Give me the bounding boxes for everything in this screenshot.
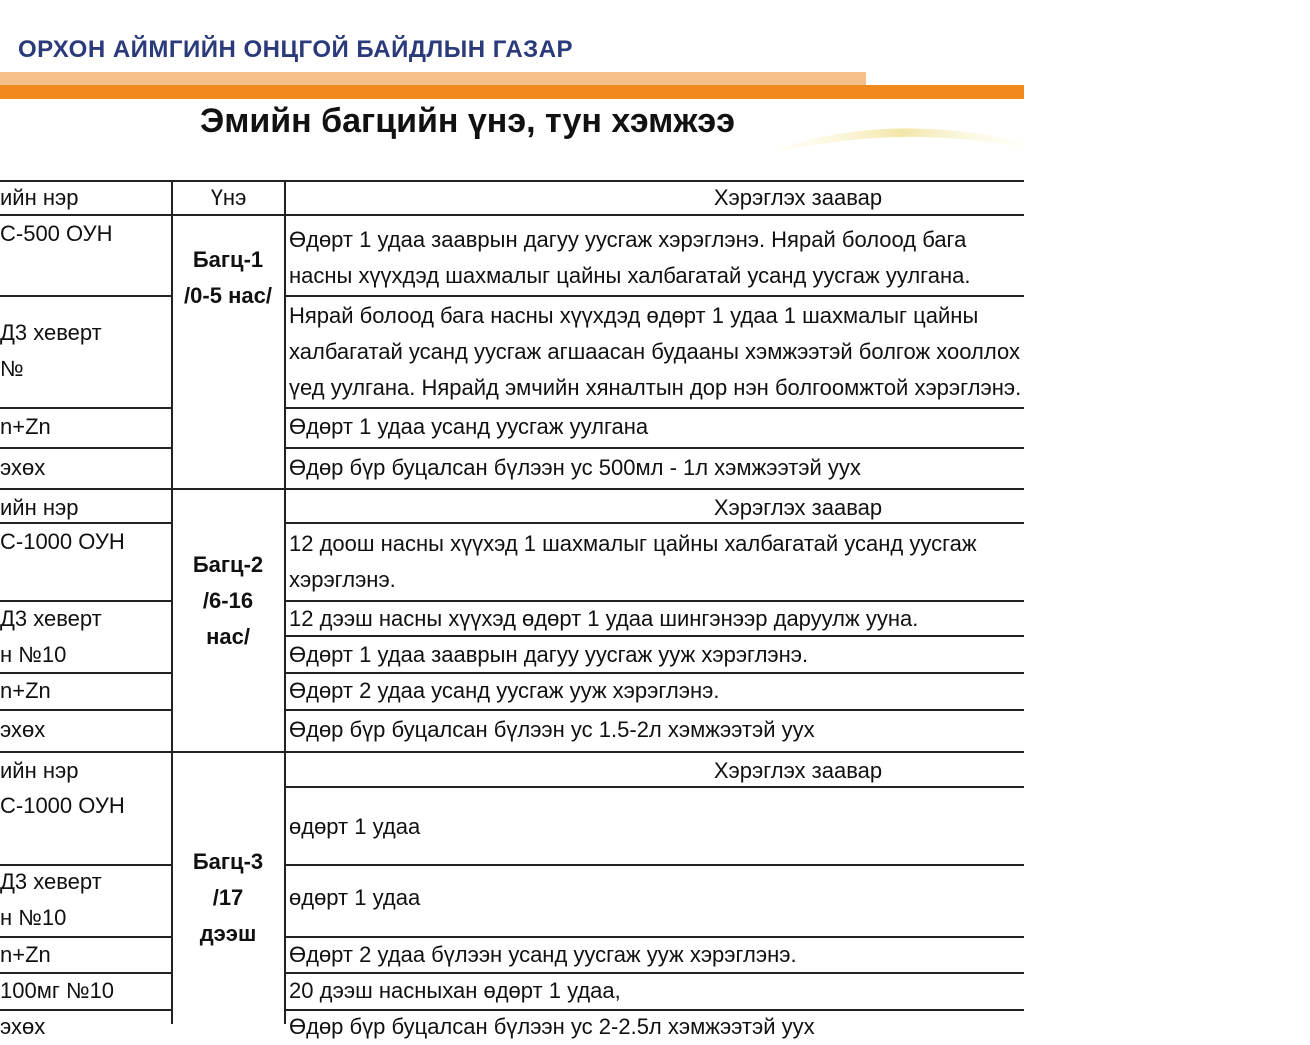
drug-name: С-1000 ОУН (0, 793, 125, 818)
group-header-instructions: Хэрэглэх заавар (713, 495, 883, 520)
header-bar-pale (0, 72, 866, 85)
instruction: Өдөр бүр буцалсан бүлээн ус 2-2.5л хэмжээтэй уух (289, 1014, 815, 1039)
instruction: Өдөрт 1 удаа усанд уусгаж уулгана (289, 414, 649, 439)
drug-name: С-1000 ОУН (0, 529, 125, 554)
drug-name: эхөх (0, 1014, 46, 1039)
package-label: Багц-1 /0-5 нас/ (184, 247, 272, 308)
instruction: 12 дээш насны хүүхэд өдөрт 1 удаа шингэнээр даруулж ууна. (289, 606, 919, 631)
instruction: 12 доош насны хүүхэд 1 шахмалыг цайны халбагатай усанд уусгаж хэрэглэнэ. (289, 531, 977, 592)
row-divider (284, 447, 1024, 449)
row-divider (284, 864, 1024, 866)
page-title: Эмийн багцийн үнэ, тун хэмжээ (200, 102, 735, 140)
drug-name: эхөх (0, 717, 46, 742)
group-header-name: ийн нэр (0, 495, 79, 520)
instruction: Өдөрт 2 удаа бүлээн усанд уусгаж ууж хэрэглэнэ. (289, 942, 797, 967)
drug-name: n+Zn (0, 942, 51, 967)
org-name: ОРХОН АЙМГИЙН ОНЦГОЙ БАЙДЛЫН ГАЗАР (18, 36, 574, 63)
instruction: өдөрт 1 удаа (289, 814, 421, 839)
drug-name: n+Zn (0, 678, 51, 703)
drug-name: Д3 хеверт н №10 (0, 869, 102, 930)
row-divider (0, 295, 172, 297)
package-label: Багц-3 /17 дээш (192, 849, 264, 946)
instruction: Өдөрт 1 удаа зааврын дагуу уусгаж ууж хэрэглэнэ. (289, 642, 809, 667)
row-divider (0, 709, 172, 711)
header-bar-orange (0, 85, 1024, 99)
row-divider (284, 709, 1024, 711)
column-header-instructions: Хэрэглэх заавар (713, 185, 883, 210)
instruction: Өдөрт 2 удаа усанд уусгаж ууж хэрэглэнэ. (289, 678, 720, 703)
instruction: Өдөр бүр буцалсан бүлээн ус 1.5-2л хэмжээтэй уух (289, 717, 815, 742)
instruction: Өдөр бүр буцалсан бүлээн ус 500мл - 1л хэмжээтэй уух (289, 455, 861, 480)
drug-name: С-500 ОУН (0, 221, 113, 246)
column-header-price: Үнэ (210, 185, 247, 210)
instruction: Нярай болоод бага насны хүүхдэд өдөрт 1 удаа 1 шахмалыг цайны халбагатай усанд уусгаж агшаасан будааны хэмжээтэй болгож хооллох үед уулгана. Нярайд эмчийн хяналтын дор нэн болгоомжтой хэрэглэнэ. (289, 303, 1022, 400)
drug-name: Д3 хеверт № (0, 320, 102, 381)
instruction: өдөрт 1 удаа (289, 885, 421, 910)
decorative-swoosh (780, 118, 1024, 152)
medicine-table (0, 180, 1024, 1039)
column-divider (284, 180, 286, 1024)
drug-name: n+Zn (0, 414, 51, 439)
instruction: Өдөрт 1 удаа зааврын дагуу уусгаж хэрэглэнэ. Нярай болоод бага насны хүүхдэд шахмалыг цайны халбагатай усанд уусгаж уулгана. (289, 227, 971, 288)
package-label: Багц-2 /6-16 нас/ (192, 552, 264, 649)
group-header-name: ийн нэр (0, 758, 79, 783)
drug-name: Д3 хеверт н №10 (0, 606, 102, 667)
instruction: 20 дээш насныхан өдөрт 1 удаа, (289, 978, 621, 1003)
group-header-instructions: Хэрэглэх заавар (713, 758, 883, 783)
column-header-name: ийн нэр (0, 185, 79, 210)
drug-name: 100мг №10 (0, 978, 115, 1003)
row-divider (0, 447, 172, 449)
drug-name: эхөх (0, 455, 46, 480)
row-divider (284, 295, 1024, 297)
